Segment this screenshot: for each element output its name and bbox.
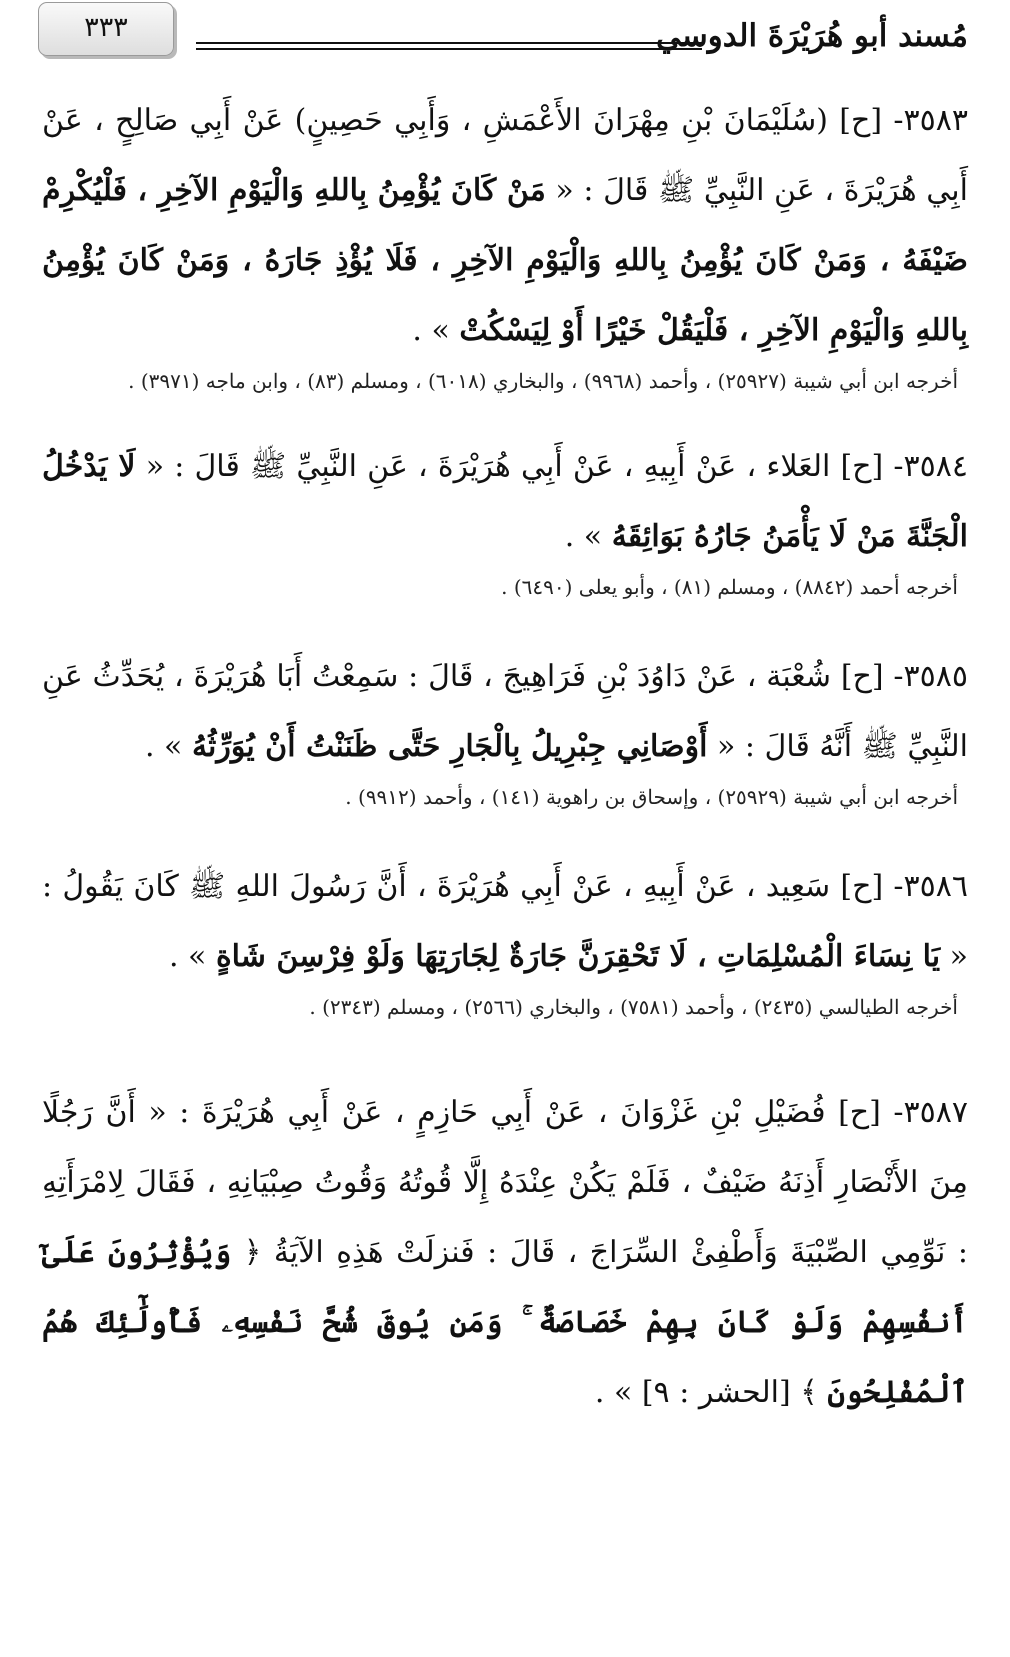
hadith-text [42,852,968,992]
hadith-intro: ٣٥٨٣- [ح] (سُلَيْمَانَ بْنِ مِهْرَانَ الأَعْمَشِ ، وَأَبِي حَصِينٍ) عَنْ أَبِي صَالِحٍ ، عَنْ أَبِي هُرَيْرَةَ ، عَنِ النَّبِيِّ ﷺ قَالَ : « [42,103,968,208]
hadith-matn: مَنْ كَانَ يُؤْمِنُ بِاللهِ وَالْيَوْمِ الآخِرِ ، فَلْيُكْرِمْ ضَيْفَهُ ، وَمَنْ كَانَ يُؤْمِنُ بِاللهِ وَالْيَوْمِ الآخِرِ ، فَلَا يُؤْذِ جَارَهُ ، وَمَنْ كَانَ يُؤْمِنُ بِاللهِ وَالْيَوْمِ الآخِرِ ، فَلْيَقُلْ خَيْرًا أَوْ لِيَسْكُتْ [42,173,968,348]
hadith-3584 [42,432,968,602]
page-header [0,0,1010,70]
hadith-matn: يَا نِسَاءَ الْمُسْلِمَاتِ ، لَا تَحْقِرَنَّ جَارَةٌ لِجَارَتِهَا وَلَوْ فِرْسِنَ شَاةٍ [215,939,941,974]
hadith-matn: لَا يَدْخُلُ الْجَنَّةَ مَنْ لَا يَأْمَنُ جَارُهُ بَوَائِقَهُ [42,449,968,554]
hadith-3586 [42,852,968,1022]
hadith-3585 [42,642,968,812]
page-number-badge: ٣٣٣ [38,2,174,56]
hadith-takhrij: أخرجه ابن أبي شيبة (٢٥٩٢٩) ، وإسحاق بن راهوية (١٤١) ، وأحمد (٩٩١٢) . [345,785,958,809]
hadith-text [42,642,968,782]
hadith-outro: ﴾ [الحشر : ٩] » . [594,1375,818,1410]
hadith-outro: » . [564,519,603,554]
hadith-3583 [42,86,968,396]
hadith-matn: أَوْصَانِي جِبْرِيلُ بِالْجَارِ حَتَّى ظَنَنْتُ أَنْ يُوَرِّثُهُ [191,729,708,764]
hadith-takhrij: أخرجه ابن أبي شيبة (٢٥٩٢٧) ، وأحمد (٩٩٦٨) ، والبخاري (٦٠١٨) ، ومسلم (٨٣) ، وابن ماجه (٣٩٧١) . [128,369,958,393]
hadith-text [42,432,968,572]
hadith-text [42,86,968,366]
quran-verse: وَيُؤْثِرُونَ عَلَىٰٓ أَنفُسِهِمْ وَلَوْ كَانَ بِهِمْ خَصَاصَةٌ ۚ وَمَن يُوقَ شُحَّ نَفْسِهِۦ فَأُولَٰٓئِكَ هُمُ ٱلْمُفْلِحُونَ [42,1235,968,1410]
header-rule-top [196,42,702,44]
hadith-intro: ٣٥٨٦- [ح] سَعِيد ، عَنْ أَبِيهِ ، عَنْ أَبِي هُرَيْرَةَ ، أَنَّ رَسُولَ اللهِ ﷺ كَانَ يَقُولُ : « [42,869,968,974]
hadith-takhrij: أخرجه الطيالسي (٢٤٣٥) ، وأحمد (٧٥٨١) ، والبخاري (٢٥٦٦) ، ومسلم (٢٣٤٣) . [309,995,958,1019]
hadith-takhrij: أخرجه أحمد (٨٨٤٢) ، ومسلم (٨١) ، وأبو يعلى (٦٤٩٠) . [501,575,958,599]
hadith-outro: » . [168,939,207,974]
hadith-outro: » . [144,729,183,764]
hadith-intro: ٣٥٨٥- [ح] شُعْبَة ، عَنْ دَاوُدَ بْنِ فَرَاهِيجَ ، قَالَ : سَمِعْتُ أَبَا هُرَيْرَةَ ، يُحَدِّثُ عَنِ النَّبِيِّ ﷺ أَنَّهُ قَالَ : « [42,659,968,764]
hadith-outro: » . [412,313,450,348]
hadith-3587 [42,1078,968,1428]
hadith-intro: ٣٥٨٤- [ح] العَلاء ، عَنْ أَبِيهِ ، عَنْ أَبِي هُرَيْرَةَ ، عَنِ النَّبِيِّ ﷺ قَالَ : « [145,449,968,484]
hadith-text [42,1078,968,1428]
book-title: مُسند أبو هُرَيْرَةَ الدوسي [655,18,968,54]
hadith-intro: ٣٥٨٧- [ح] فُضَيْلِ بْنِ غَزْوَانَ ، عَنْ أَبِي حَازِمٍ ، عَنْ أَبِي هُرَيْرَةَ : « أَنَّ رَجُلًا مِنَ الأَنْصَارِ أَذِنَهُ ضَيْفٌ ، فَلَمْ يَكُنْ عِنْدَهُ إِلَّا قُوتُهُ وَقُوتُ صِبْيَانِهِ ، فَقَالَ لِامْرَأَتِهِ : نَوِّمِي الصِّبْيَةَ وَأَطْفِئْ السِّرَاجَ ، قَالَ : فَنزلَتْ هَذِهِ الآيَةُ ﴿ [42,1095,968,1270]
header-rule-bottom [196,48,702,50]
